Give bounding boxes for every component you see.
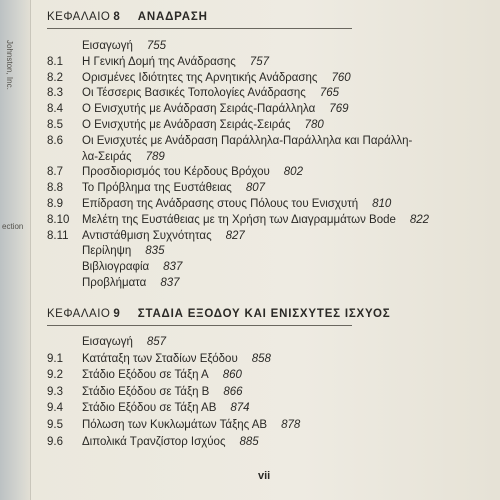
section-title: Οι Τέσσερις Βασικές Τοπολογίες Ανάδρασης [82,87,306,100]
page-number: 822 [409,213,430,226]
toc-entry [47,182,265,194]
page-number: 858 [251,352,271,365]
chapter-heading [47,11,208,23]
chapter-rule [47,28,352,29]
strip-text-2: ection [2,222,24,231]
page-folio: vii [258,470,271,482]
toc-entry [47,135,412,147]
section-number: 8.10 [47,213,70,226]
toc-entry [47,436,259,448]
section-number: 8.8 [47,182,63,195]
page-number: 755 [146,40,167,52]
page-number: 802 [283,166,303,179]
toc-entry [47,56,269,68]
page-number: 874 [230,402,250,415]
page-number: 866 [223,385,243,398]
section-title: Στάδιο Εξόδου σε Τάξη Β [82,385,210,398]
chapter-rule [47,325,352,326]
page-number: 789 [145,150,165,163]
toc-entry [47,419,300,431]
section-number: 9.4 [47,402,63,415]
section-title: Στάδιο Εξόδου σε Τάξη Α [82,369,209,382]
toc-entry [47,72,351,84]
section-title: Η Γενική Δομή της Ανάδρασης [82,55,236,68]
toc-entry [82,277,180,289]
section-number: 8.2 [47,71,63,84]
section-number: 8.5 [47,119,63,131]
toc-entry [82,40,166,52]
toc-entry [47,87,339,99]
section-number: 9.2 [47,369,63,382]
section-title: Ο Ενισχυτής με Ανάδραση Σειράς-Παράλληλα [82,103,316,116]
toc-entry [47,198,391,210]
toc-entry [47,230,245,242]
section-number: 8.11 [47,229,69,242]
section-title: Κατάταξη των Σταδίων Εξόδου [82,352,238,365]
section-title: λα-Σειράς [82,150,132,163]
section-title: Προσδιορισμός του Κέρδους Βρόχου [82,166,270,179]
page-number: 780 [304,119,324,131]
section-number: 8.9 [47,198,63,210]
section-title: Επίδραση της Ανάδρασης στους Πόλους του Ενισχυτή [82,198,359,210]
page-number: 807 [245,182,266,195]
toc-entry [47,369,242,381]
chapter-number: 8 [113,11,120,23]
section-title: Αντιστάθμιση Συχνότητας [82,229,212,242]
section-number: 9.6 [47,435,63,448]
page-number: 765 [319,87,340,100]
section-title: Στάδιο Εξόδου σε Τάξη ΑΒ [82,402,217,415]
section-title: Οι Ενισχυτές με Ανάδραση Παράλληλα-Παράλληλα και Παράλλη- [82,134,413,147]
toc-entry [47,386,243,398]
toc-entry [47,402,250,414]
toc-entry [82,245,164,257]
section-number: 8.7 [47,166,63,179]
page-number: 857 [146,336,167,348]
section-title: Το Πρόβλημα της Ευστάθειας [82,182,232,195]
chapter-label: ΚΕΦΑΛΑΙΟ [47,11,111,23]
section-title: Πόλωση των Κυκλωμάτων Τάξης ΑΒ [82,419,268,431]
section-title: Ορισμένες Ιδιότητες της Αρνητικής Ανάδρασης [82,71,318,84]
toc-entry [47,166,303,178]
toc-entry [47,103,348,115]
section-number: 8.1 [47,55,63,68]
section-number: 8.3 [47,87,63,100]
page-number: 860 [222,369,242,382]
section-number: 9.5 [47,419,63,431]
page-number: 835 [145,245,165,258]
chapter-title: ΣΤΑΔΙΑ ΕΞΟΔΟΥ ΚΑΙ ΕΝΙΣΧΥΤΕΣ ΙΣΧΥΟΣ [137,308,391,320]
toc-entry [47,353,271,365]
page-number: 878 [281,419,301,431]
section-number: 9.3 [47,385,63,398]
section-title: Εισαγωγή [82,336,133,348]
chapter-label: ΚΕΦΑΛΑΙΟ [47,308,111,320]
strip-text-1: Johnston, Inc. [5,40,14,90]
chapter-heading [47,308,391,320]
toc-entry [82,336,166,348]
page-number: 760 [331,71,351,84]
page-number: 827 [225,229,245,242]
toc-entry [82,151,165,163]
page-number: 837 [160,277,180,289]
section-title: Προβλήματα [82,277,147,289]
section-number: 8.6 [47,134,63,147]
section-title: Εισαγωγή [82,40,133,52]
page-number: 885 [239,435,259,448]
section-title: Περίληψη [82,245,132,258]
section-title: Βιβλιογραφία [82,261,150,274]
section-number: 9.1 [47,352,63,365]
section-title: Ο Ενισχυτής με Ανάδραση Σειράς-Σειράς [82,119,291,131]
page-number: 757 [249,55,269,68]
section-title: Διπολικά Τρανζίστορ Ισχύος [82,435,226,448]
section-number: 8.4 [47,103,63,116]
page-number: 837 [163,261,183,274]
toc-entry [47,214,429,226]
page-number: 810 [372,198,392,210]
chapter-number: 9 [113,308,120,320]
adjacent-page-edge [0,0,31,500]
toc-entry [47,119,324,131]
page-number: 769 [329,103,349,116]
toc-entry [82,261,182,273]
chapter-title: ΑΝΑΔΡΑΣΗ [137,11,208,23]
section-title: Μελέτη της Ευστάθειας με τη Χρήση των Διαγραμμάτων Bode [82,213,396,226]
